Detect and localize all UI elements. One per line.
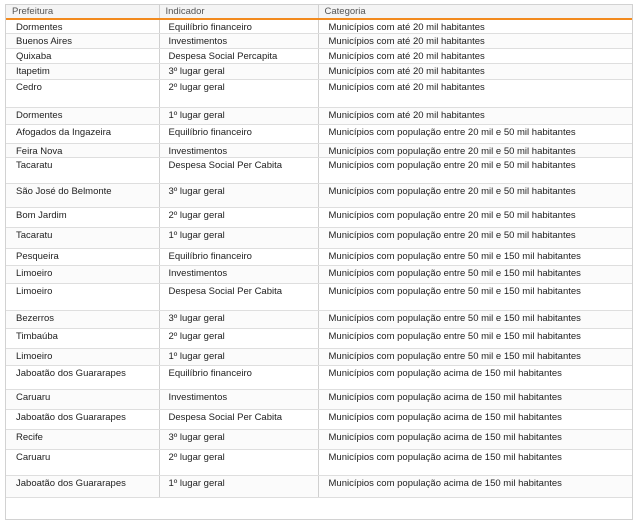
cell-categoria: Municípios com população acima de 150 mil habitantes	[318, 476, 632, 498]
cell-categoria: Municípios com até 20 mil habitantes	[318, 19, 632, 34]
cell-categoria: Municípios com população acima de 150 mil habitantes	[318, 390, 632, 410]
cell-prefeitura: Afogados da Ingazeira	[6, 125, 159, 144]
table-row	[6, 144, 632, 158]
cell-categoria: Municípios com população entre 20 mil e 50 mil habitantes	[318, 208, 632, 228]
cell-categoria: Municípios com população entre 20 mil e 50 mil habitantes	[318, 184, 632, 208]
cell-indicador: Investimentos	[159, 144, 318, 158]
cell-indicador: 1º lugar geral	[159, 228, 318, 249]
cell-prefeitura: Jaboatão dos Guararapes	[6, 410, 159, 430]
cell-indicador: Despesa Social Percapita	[159, 49, 318, 64]
table-row	[6, 366, 632, 390]
cell-prefeitura: Dormentes	[6, 108, 159, 125]
table-row	[6, 476, 632, 498]
cell-indicador: 3º lugar geral	[159, 311, 318, 329]
cell-prefeitura: Bezerros	[6, 311, 159, 329]
cell-categoria: Municípios com população acima de 150 mil habitantes	[318, 366, 632, 390]
table-body	[6, 19, 632, 498]
table-row	[6, 430, 632, 450]
table-row	[6, 228, 632, 249]
header-prefeitura: Prefeitura	[6, 5, 159, 19]
cell-prefeitura: Cedro	[6, 80, 159, 108]
cell-indicador: 2º lugar geral	[159, 80, 318, 108]
header-indicador: Indicador	[159, 5, 318, 19]
cell-categoria: Municípios com população entre 50 mil e 150 mil habitantes	[318, 349, 632, 366]
cell-prefeitura: Quixaba	[6, 49, 159, 64]
cell-categoria: Municípios com até 20 mil habitantes	[318, 108, 632, 125]
cell-prefeitura: Tacaratu	[6, 158, 159, 184]
table-row	[6, 266, 632, 284]
table-row	[6, 184, 632, 208]
cell-prefeitura: Recife	[6, 430, 159, 450]
cell-indicador: Investimentos	[159, 34, 318, 49]
table-row	[6, 390, 632, 410]
cell-categoria: Municípios com população entre 20 mil e 50 mil habitantes	[318, 144, 632, 158]
table-row	[6, 410, 632, 430]
table-row	[6, 80, 632, 108]
cell-indicador: 1º lugar geral	[159, 349, 318, 366]
cell-prefeitura: Limoeiro	[6, 349, 159, 366]
cell-categoria: Municípios com população entre 50 mil e 150 mil habitantes	[318, 266, 632, 284]
cell-categoria: Municípios com população entre 50 mil e 150 mil habitantes	[318, 329, 632, 349]
cell-prefeitura: Dormentes	[6, 19, 159, 34]
table-row	[6, 49, 632, 64]
cell-categoria: Municípios com até 20 mil habitantes	[318, 49, 632, 64]
cell-prefeitura: Limoeiro	[6, 266, 159, 284]
cell-prefeitura: Jaboatão dos Guararapes	[6, 476, 159, 498]
cell-indicador: Investimentos	[159, 266, 318, 284]
table-row	[6, 284, 632, 311]
table-row	[6, 208, 632, 228]
cell-indicador: 2º lugar geral	[159, 208, 318, 228]
cell-indicador: 2º lugar geral	[159, 450, 318, 476]
cell-indicador: Equilíbrio financeiro	[159, 125, 318, 144]
table-row	[6, 311, 632, 329]
cell-prefeitura: Caruaru	[6, 390, 159, 410]
cell-indicador: 1º lugar geral	[159, 108, 318, 125]
table-row	[6, 450, 632, 476]
cell-prefeitura: Timbaúba	[6, 329, 159, 349]
table-row	[6, 125, 632, 144]
cell-categoria: Municípios com população entre 20 mil e 50 mil habitantes	[318, 158, 632, 184]
cell-prefeitura: São José do Belmonte	[6, 184, 159, 208]
cell-categoria: Municípios com até 20 mil habitantes	[318, 34, 632, 49]
cell-prefeitura: Limoeiro	[6, 284, 159, 311]
cell-categoria: Municípios com população acima de 150 mil habitantes	[318, 430, 632, 450]
table-row	[6, 158, 632, 184]
table-row	[6, 34, 632, 49]
cell-categoria: Municípios com população entre 50 mil e 150 mil habitantes	[318, 311, 632, 329]
cell-indicador: 3º lugar geral	[159, 184, 318, 208]
cell-prefeitura: Caruaru	[6, 450, 159, 476]
cell-indicador: 1º lugar geral	[159, 476, 318, 498]
cell-prefeitura: Pesqueira	[6, 249, 159, 266]
cell-categoria: Municípios com população entre 20 mil e 50 mil habitantes	[318, 125, 632, 144]
cell-indicador: Despesa Social Per Cabita	[159, 410, 318, 430]
table-row	[6, 329, 632, 349]
cell-indicador: Equilíbrio financeiro	[159, 249, 318, 266]
cell-prefeitura: Tacaratu	[6, 228, 159, 249]
cell-indicador: Investimentos	[159, 390, 318, 410]
cell-indicador: 3º lugar geral	[159, 430, 318, 450]
header-categoria: Categoria	[318, 5, 632, 19]
cell-prefeitura: Bom Jardim	[6, 208, 159, 228]
results-table	[6, 5, 632, 498]
table-row	[6, 19, 632, 34]
cell-categoria: Municípios com população entre 50 mil e 150 mil habitantes	[318, 249, 632, 266]
table-row	[6, 349, 632, 366]
cell-indicador: Despesa Social Per Cabita	[159, 158, 318, 184]
cell-prefeitura: Itapetim	[6, 64, 159, 80]
cell-categoria: Municípios com população acima de 150 mil habitantes	[318, 410, 632, 430]
cell-categoria: Municípios com até 20 mil habitantes	[318, 80, 632, 108]
table-row	[6, 108, 632, 125]
cell-categoria: Municípios com população entre 20 mil e 50 mil habitantes	[318, 228, 632, 249]
results-table-frame	[5, 4, 633, 520]
cell-indicador: 3º lugar geral	[159, 64, 318, 80]
cell-indicador: Equilíbrio financeiro	[159, 366, 318, 390]
cell-categoria: Municípios com população entre 50 mil e 150 mil habitantes	[318, 284, 632, 311]
cell-prefeitura: Buenos Aires	[6, 34, 159, 49]
table-row	[6, 64, 632, 80]
table-row	[6, 249, 632, 266]
cell-categoria: Municípios com até 20 mil habitantes	[318, 64, 632, 80]
cell-prefeitura: Feira Nova	[6, 144, 159, 158]
cell-prefeitura: Jaboatão dos Guararapes	[6, 366, 159, 390]
cell-indicador: 2º lugar geral	[159, 329, 318, 349]
cell-indicador: Equilíbrio financeiro	[159, 19, 318, 34]
cell-indicador: Despesa Social Per Cabita	[159, 284, 318, 311]
cell-categoria: Municípios com população acima de 150 mil habitantes	[318, 450, 632, 476]
table-header-row	[6, 5, 632, 19]
